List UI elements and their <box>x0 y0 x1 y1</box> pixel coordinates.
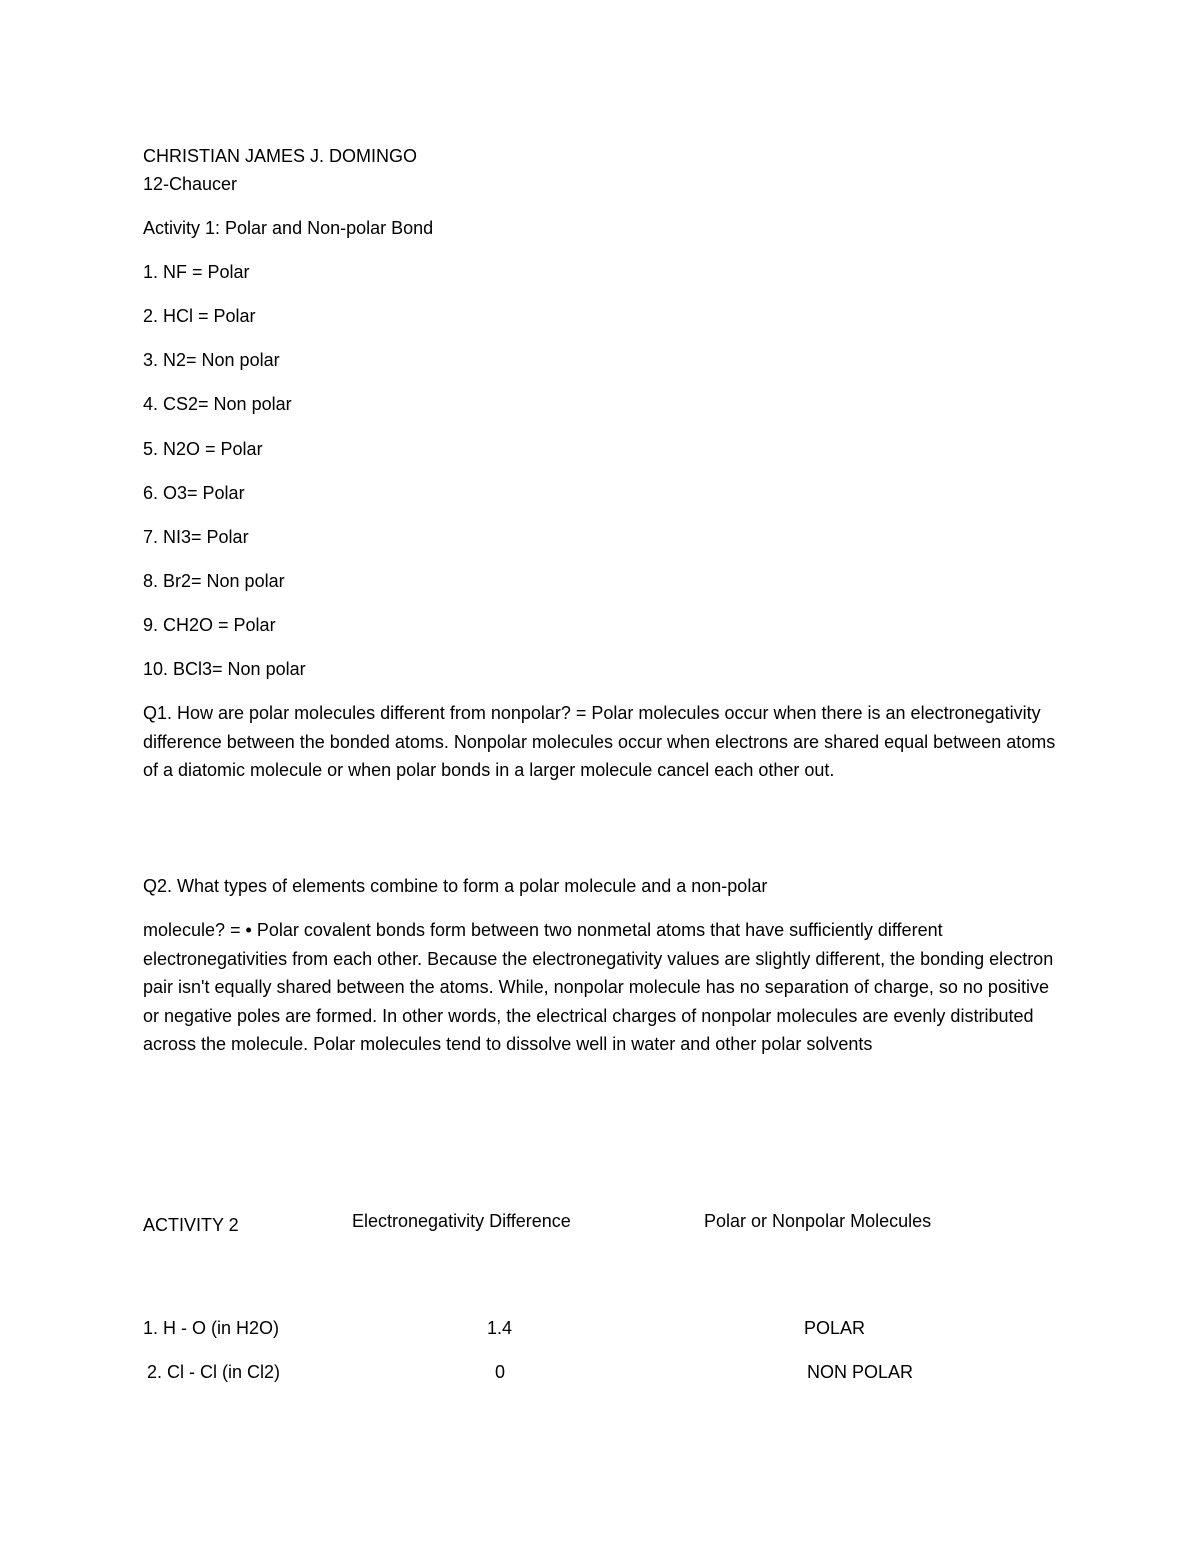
table-row-polarity: NON POLAR <box>807 1362 914 1382</box>
activity1-item: 7. NI3= Polar <box>143 527 249 547</box>
activity1-title: Activity 1: Polar and Non-polar Bond <box>143 218 434 238</box>
q2-answer: molecule? = • Polar covalent bonds form between two nonmetal atoms that have sufficiently different electronegativities from each other. Because the electronegativity values are slightly different, the bonding electron pair isn't equally shared between the atoms. While, nonpolar molecule has no separation of charge, so no positive or negative poles are formed. In other words, the electrical charges of nonpolar molecules are evenly distributed across the molecule. Polar molecules tend to dissolve well in water and other polar solvents <box>143 920 1054 1054</box>
table-row-polarity: POLAR <box>804 1318 866 1338</box>
column-header-polarity: Polar or Nonpolar Molecules <box>704 1211 932 1231</box>
activity1-item: 5. N2O = Polar <box>143 439 263 459</box>
activity2-title: ACTIVITY 2 <box>143 1215 239 1235</box>
activity1-item: 1. NF = Polar <box>143 262 250 282</box>
activity1-item: 3. N2= Non polar <box>143 350 280 370</box>
activity1-item: 4. CS2= Non polar <box>143 394 292 414</box>
column-header-electronegativity: Electronegativity Difference <box>352 1211 571 1231</box>
activity1-item: 2. HCl = Polar <box>143 306 256 326</box>
activity1-item: 10. BCl3= Non polar <box>143 659 306 679</box>
table-row-difference: 0 <box>495 1362 506 1382</box>
q2-question: Q2. What types of elements combine to form a polar molecule and a non-polar <box>143 876 768 896</box>
table-row-difference: 1.4 <box>487 1318 513 1338</box>
activity1-item: 8. Br2= Non polar <box>143 571 285 591</box>
activity1-item: 9. CH2O = Polar <box>143 615 276 635</box>
table-row-bond: 1. H - O (in H2O) <box>143 1318 280 1338</box>
q1-paragraph: Q1. How are polar molecules different from nonpolar? = Polar molecules occur when there is an electronegativity difference between the bonded atoms. Nonpolar molecules occur when electrons are shared equal between atoms of a diatomic molecule or when polar bonds in a larger molecule cancel each other out. <box>143 703 1056 780</box>
table-row-bond: 2. Cl - Cl (in Cl2) <box>147 1362 281 1382</box>
student-section: 12-Chaucer <box>143 174 238 194</box>
activity1-item: 6. O3= Polar <box>143 483 245 503</box>
student-name: CHRISTIAN JAMES J. DOMINGO <box>143 146 418 166</box>
